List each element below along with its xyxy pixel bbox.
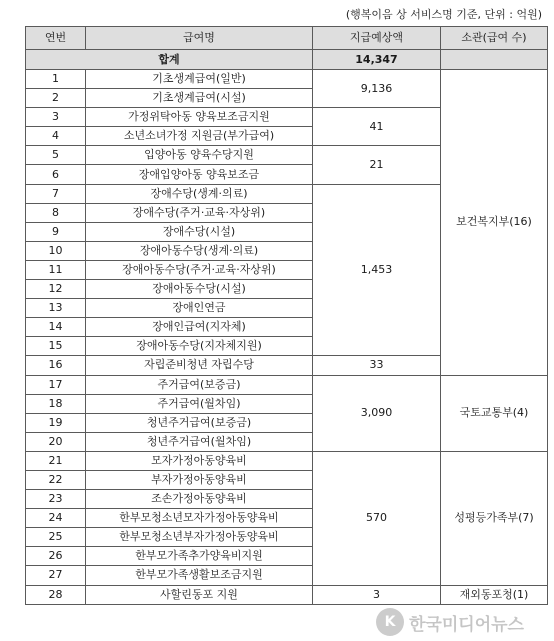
benefit-name: 부자가정아동양육비 xyxy=(86,470,313,489)
benefit-name: 사할린동포 지원 xyxy=(86,585,313,604)
benefit-name: 한부모청소년부자가정아동양육비 xyxy=(86,528,313,547)
benefit-name: 한부모가족생활보조금지원 xyxy=(86,566,313,585)
benefit-name: 가정위탁아동 양육보조금지원 xyxy=(86,108,313,127)
row-no: 27 xyxy=(26,566,86,585)
benefit-name: 주거급여(보증금) xyxy=(86,375,313,394)
benefit-name: 장애아동수당(시설) xyxy=(86,280,313,299)
budget-cell: 3,090 xyxy=(313,375,441,451)
budget-cell: 570 xyxy=(313,451,441,585)
ministry-cell: 국토교통부(4) xyxy=(441,375,548,451)
header-row xyxy=(26,27,548,50)
watermark xyxy=(376,605,548,639)
budget-cell: 9,136 xyxy=(313,70,441,108)
benefit-name: 조손가정아동양육비 xyxy=(86,490,313,509)
row-no: 10 xyxy=(26,241,86,260)
benefit-name: 기초생계급여(일반) xyxy=(86,70,313,89)
table-row xyxy=(26,585,548,604)
row-no: 11 xyxy=(26,260,86,279)
budget-cell: 21 xyxy=(313,146,441,184)
row-no: 23 xyxy=(26,490,86,509)
table-row xyxy=(26,375,548,394)
row-no: 13 xyxy=(26,299,86,318)
ministry-cell: 성평등가족부(7) xyxy=(441,451,548,585)
row-no: 1 xyxy=(26,70,86,89)
budget-cell: 1,453 xyxy=(313,184,441,356)
row-no: 25 xyxy=(26,528,86,547)
row-no: 4 xyxy=(26,127,86,146)
benefit-name: 장애아동수당(생계·의료) xyxy=(86,241,313,260)
row-no: 3 xyxy=(26,108,86,127)
benefit-name: 한부모청소년모자가정아동양육비 xyxy=(86,509,313,528)
budget-cell: 41 xyxy=(313,108,441,146)
total-label: 합계 xyxy=(26,50,313,70)
row-no: 17 xyxy=(26,375,86,394)
benefit-table xyxy=(25,26,548,605)
total-empty xyxy=(441,50,548,70)
header-ministry: 소관(급여 수) xyxy=(441,27,548,50)
row-no: 16 xyxy=(26,356,86,375)
benefit-name: 청년주거급여(월차임) xyxy=(86,432,313,451)
ministry-cell: 보건복지부(16) xyxy=(441,70,548,376)
benefit-name: 한부모가족추가양육비지원 xyxy=(86,547,313,566)
row-no: 15 xyxy=(26,337,86,356)
total-value: 14,347 xyxy=(313,50,441,70)
header-name: 급여명 xyxy=(86,27,313,50)
unit-note: (행복이음 상 서비스명 기준, 단위 : 억원) xyxy=(345,8,542,21)
benefit-name: 장애인급여(지자체) xyxy=(86,318,313,337)
row-no: 21 xyxy=(26,451,86,470)
benefit-name: 장애아동수당(지자체지원) xyxy=(86,337,313,356)
row-no: 6 xyxy=(26,165,86,184)
row-no: 22 xyxy=(26,470,86,489)
row-no: 24 xyxy=(26,509,86,528)
benefit-name: 장애수당(주거·교육·자상위) xyxy=(86,203,313,222)
benefit-name: 장애수당(시설) xyxy=(86,222,313,241)
budget-cell: 33 xyxy=(313,356,441,375)
header-no: 연번 xyxy=(26,27,86,50)
row-no: 9 xyxy=(26,222,86,241)
row-no: 18 xyxy=(26,394,86,413)
benefit-name: 기초생계급여(시설) xyxy=(86,89,313,108)
benefit-name: 소년소녀가정 지원금(부가급여) xyxy=(86,127,313,146)
watermark-logo-icon: K xyxy=(376,608,404,636)
total-row xyxy=(26,50,548,70)
ministry-cell: 재외동포청(1) xyxy=(441,585,548,604)
benefit-name: 자립준비청년 자립수당 xyxy=(86,356,313,375)
row-no: 28 xyxy=(26,585,86,604)
benefit-name: 주거급여(월차임) xyxy=(86,394,313,413)
benefit-name: 입양아동 양육수당지원 xyxy=(86,146,313,165)
benefit-name: 모자가정아동양육비 xyxy=(86,451,313,470)
row-no: 2 xyxy=(26,89,86,108)
benefit-name: 장애인연금 xyxy=(86,299,313,318)
row-no: 12 xyxy=(26,280,86,299)
benefit-name: 장애아동수당(주거·교육·자상위) xyxy=(86,260,313,279)
budget-cell: 3 xyxy=(313,585,441,604)
watermark-text: 한국미디어뉴스 xyxy=(409,614,524,635)
row-no: 14 xyxy=(26,318,86,337)
table-row xyxy=(26,70,548,89)
row-no: 8 xyxy=(26,203,86,222)
benefit-name: 장애입양아동 양육보조금 xyxy=(86,165,313,184)
row-no: 20 xyxy=(26,432,86,451)
row-no: 19 xyxy=(26,413,86,432)
row-no: 5 xyxy=(26,146,86,165)
table-row xyxy=(26,451,548,470)
row-no: 7 xyxy=(26,184,86,203)
benefit-name: 청년주거급여(보증금) xyxy=(86,413,313,432)
header-budget: 지급예상액 xyxy=(313,27,441,50)
row-no: 26 xyxy=(26,547,86,566)
benefit-name: 장애수당(생계·의료) xyxy=(86,184,313,203)
